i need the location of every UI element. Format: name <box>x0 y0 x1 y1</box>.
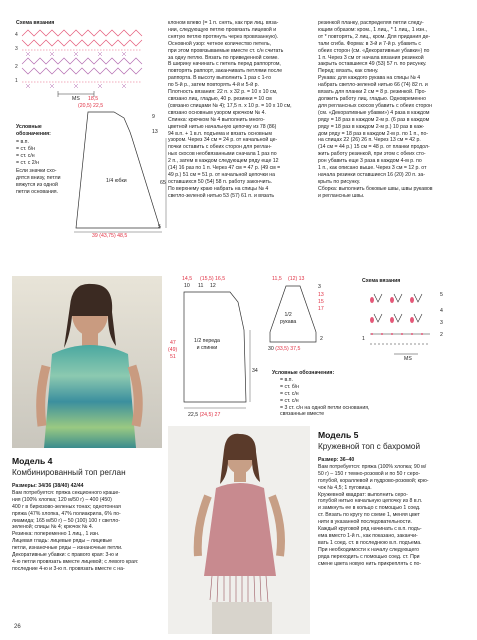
skirt-bottom-width-value: 39 <box>92 233 98 239</box>
mid-chart-row-5: 5 <box>440 292 443 298</box>
skirt-bottom-width <box>92 233 127 240</box>
mid-legend-item-1: = в.п. <box>280 376 293 383</box>
mid-chart-title: Схема вязания <box>362 278 401 284</box>
model4-photo <box>12 276 162 448</box>
lace-chart-diagram <box>14 28 154 100</box>
page-number: 26 <box>14 624 21 630</box>
fb-bottom-sizes: (24,5) 27 <box>199 412 221 418</box>
mid-chart-row-4: 4 <box>440 308 443 314</box>
fb-bottom-width <box>188 412 220 419</box>
sleeve-label: 1/2 рукава <box>280 312 297 325</box>
model5-subtitle: Кружевной топ с бахромой <box>318 442 421 451</box>
fb-top-width: 14,5 <box>182 276 193 282</box>
sleeve-bottom-sizes: (33,5) 37,5 <box>275 346 301 352</box>
svg-text:1: 1 <box>15 78 18 84</box>
legend-item-2: = ст. б/н <box>16 145 36 152</box>
skirt-height: 65 <box>160 180 166 186</box>
svg-text:3: 3 <box>15 46 18 52</box>
model4-body: Вам потребуется: пряжа секционного краше- ния (100% хлопка; 120 м/50 г) – 400 (450) 400 г в бирюзово-зеленых тонах; однотонная пряжа (47% хлопка, 47% полиакрила, 6% по- лиамида; 165 м/50 г) – 50 (100) 100 г светло- зеленой; спицы № 4; крючок № 4. Резинка: попеременно 1 лиц., 1 изн. Лицевая гладь: лицевые ряды – лицевые петли, изнаночные ряды – изнаночные петли. Декоративные убавки: с правого края: 3-ю и 4-ю петли провязать вместе лицевой; с левого края: последние 4-ю и 3-ю п. провязать вместе с на- <box>12 489 139 572</box>
model4-section <box>12 456 162 573</box>
fb-neck-12: 12 <box>210 283 216 289</box>
sleeve-bottom-value: 30 <box>268 346 274 352</box>
fb-left-47: 47 <box>170 340 176 346</box>
skirt-label: 1/4 юбки <box>106 178 127 184</box>
fb-left-51: 51 <box>170 354 176 360</box>
mid-chart-row-1: 1 <box>362 336 365 342</box>
fb-neck-11: 11 <box>198 283 204 289</box>
chart-title: Схема вязания <box>16 20 55 26</box>
svg-text:2: 2 <box>15 64 18 70</box>
front-back-schematic <box>168 276 260 426</box>
mid-chart-row-2: 2 <box>440 332 443 338</box>
mid-legend-item-4: = ст. с/н <box>280 397 299 404</box>
mid-legend-item-5: = 3 ст. с/н на одной петли основания, связанные вместе <box>280 404 370 418</box>
skirt-side-5: 5 <box>158 224 161 230</box>
mid-legend-item-2: = ст. б/н <box>280 383 300 390</box>
sleeve-schematic <box>258 276 338 366</box>
mid-chart-ms: MS <box>404 356 412 362</box>
legend-title: Условные обозначения: <box>16 124 51 137</box>
top-left-chart <box>14 20 154 100</box>
model4-subtitle: Комбинированный топ реглан <box>12 468 126 477</box>
model4-title: Модель 4 <box>12 456 53 466</box>
mid-legend-title: Условные обозначения: <box>272 370 335 376</box>
skirt-side-9: 9 <box>152 114 155 120</box>
chart-ms-label: MS <box>72 96 80 102</box>
model5-photo-art <box>168 426 310 634</box>
model4-photo-art <box>12 276 162 448</box>
skirt-side-13: 13 <box>152 129 158 135</box>
left-legend <box>16 124 72 196</box>
sleeve-right-13: 13 <box>318 292 324 298</box>
svg-text:4: 4 <box>15 32 18 38</box>
model5-section <box>318 430 472 568</box>
mid-legend-item-3: = ст. с/н <box>280 390 299 397</box>
column-3-text: резинкой планку, распределяя петли следу- ющим образом: кром., 1 лиц., * 1 лиц., 1 изн., от * повторять, 2 лиц., кром. Для придания де- тали сгиба. Форма: в 3-й и 7-й р. убавить с обеих сторон (см. «Декоративные убавки») по 1 п. Через 3 см от начала вязания резинкой закрыть оставшиеся 49 (53) 57 п. по рисунку. Перед: вязать, как спину. Рукава: для каждого рукава на спицы № 4 набрать светло-зеленой нитью 66 (74) 82 п. и вязать для планки 2 см = 8 р. резинкой. Про- должить работу лиц. гладью. Одновременно для реглансных скосов убавить с обеих сторон (см. «Декоративные убавки») 4 раза в каждом ряду = 18 раз в каждом 2-м р. (6 раз в каждом ряду = 18 раз в каждом 2-м р.) 10 раз в каж- дом ряду = 18 раз в каждом 2-м р. по 1 п., по- на спицах 22 (26) 26 п. Через 13 см = 42 р. (14 см = 44 р.) 15 см = 48 р. от планки продол- жить работу резинкой, при этом с обеих сто- рон убавить еще 3 раза в каждом 4-м р. по 1 п., как описано выше. Через 3 см = 12 р. от начала резинки оставшиеся 16 (20) 20 п. за- крыть по рисунку. Сборка: выполнить боковые швы, швы рукавов и реглансные швы. <box>318 20 433 199</box>
model4-sizes: Размеры: 34/36 (38/40) 42/44 <box>12 483 84 489</box>
mid-chart-row-3: 3 <box>440 320 443 326</box>
mid-chart-diagram <box>360 288 470 368</box>
skirt-top-width-sizes: (20,5) 22,5 <box>78 103 104 109</box>
fb-outline <box>178 290 258 420</box>
legend-note: Если значки схо- дятся внизу, петли вяжутся из одной петли основания. <box>16 168 61 196</box>
legend-item-4: = ст. с 2/н <box>16 159 39 166</box>
skirt-bottom-width-sizes: (43,75) 48,5 <box>99 233 128 239</box>
sleeve-bottom <box>268 346 300 353</box>
sleeve-right-3: 3 <box>318 284 321 290</box>
fb-label: 1/2 переда и спинки <box>194 338 220 351</box>
mid-legend <box>272 370 412 418</box>
sleeve-h-2: 2 <box>320 336 323 342</box>
fb-top-sizes: (15,5) 16,5 <box>200 276 226 282</box>
sleeve-top-sizes: (12) 13 <box>288 276 305 282</box>
fb-neck-10: 10 <box>184 283 190 289</box>
mid-chart <box>360 278 470 370</box>
sleeve-right-15: 15 <box>318 299 324 305</box>
column-2-text: клоном влево (= 1 п. снять, как при лиц. вяза- нии, следующую петлю провязать лицевой и снятую петлю протянуть через провязанную). Основной узор: четное количество петель, при этом провязываемые вместе ст. с/н считать за одну петлю. Вязать по приведенной схеме. В ширину начинать с петель перед раппортом, повторять раппорт, заканчивать петлями после раппорта. В высоту выполнить 1 раз с 1-го по 5-й р., затем повторять 4-й и 5-й р. Плотность вязания: 22 п. х 32 р. = 10 х 10 см, связано лиц. гладью, 40 р. резинки = 10 см (связано спицами № 4); 17,5 п. х 10 р. = 10 х 10 см, связано основным узором крючком № 4. Спинка: крючком № 4 выполнить много- цветной нитью начальную цепочку из 78 (86) 94 в.п. + 1 в.п. подъема и вязать основным узором. Через 34 см = 24 р. от начальной це- почки оставить с обеих сторон для реглан- ных скосов необвязанными сначала 1 раз по 2 п., затем в каждом следующем ряду еще 12 (14) 16 раз по 1 п. Через 47 см = 47 р. (49 см = 49 р.) 51 см = 51 р. от начальной цепочки на оставшихся 50 (54) 58 п. работу закончить. По верхнему краю набрать на спицы № 4 светло-зеленой нитью 53 (57) 61 п. и вязать <box>168 20 292 199</box>
fb-left-49: (49) <box>168 347 178 353</box>
fb-bottom-value: 22,5 <box>188 412 199 418</box>
legend-item-3: = ст. с/н <box>16 152 35 159</box>
model5-photo <box>168 426 310 634</box>
model5-sizes: Размер: 36–40 <box>318 457 355 463</box>
model5-body: Вам потребуется: пряжа (100% хлопка; 90 м/ 50 г) – 150 г темно-розовой и по 50 г серо- голубой, кораллевой и пудрово-розовой; крю- чок № 4,5; 1 пуговица. Кружевной квадрат: выполнить серо- голубой нитью начальную цепочку из 8 в.п. и замкнуть ее в кольцо с помощью 1 соед. ст. Вязать по кругу по схеме 1, меняя цвет нити в указанной последовательности. Каждый круговой ряд начинать с в.п. подъ- ема вместо 1-й п., как показано, заканчи- вать 1 соед. ст. в последнюю в.п. подъема. При необходимости к началу следующего ряда переходить с помощью соед. ст. При смене цвета новую нить прикреплять с по- <box>318 463 429 567</box>
skirt-schematic <box>70 96 170 246</box>
sleeve-top: 11,5 <box>272 276 282 282</box>
skirt-top-width: 18,5 <box>88 96 99 102</box>
legend-item-1: = в.п. <box>16 138 29 145</box>
sleeve-right-17: 17 <box>318 306 324 312</box>
model5-title: Модель 5 <box>318 430 359 440</box>
fb-right-34: 34 <box>252 368 258 374</box>
